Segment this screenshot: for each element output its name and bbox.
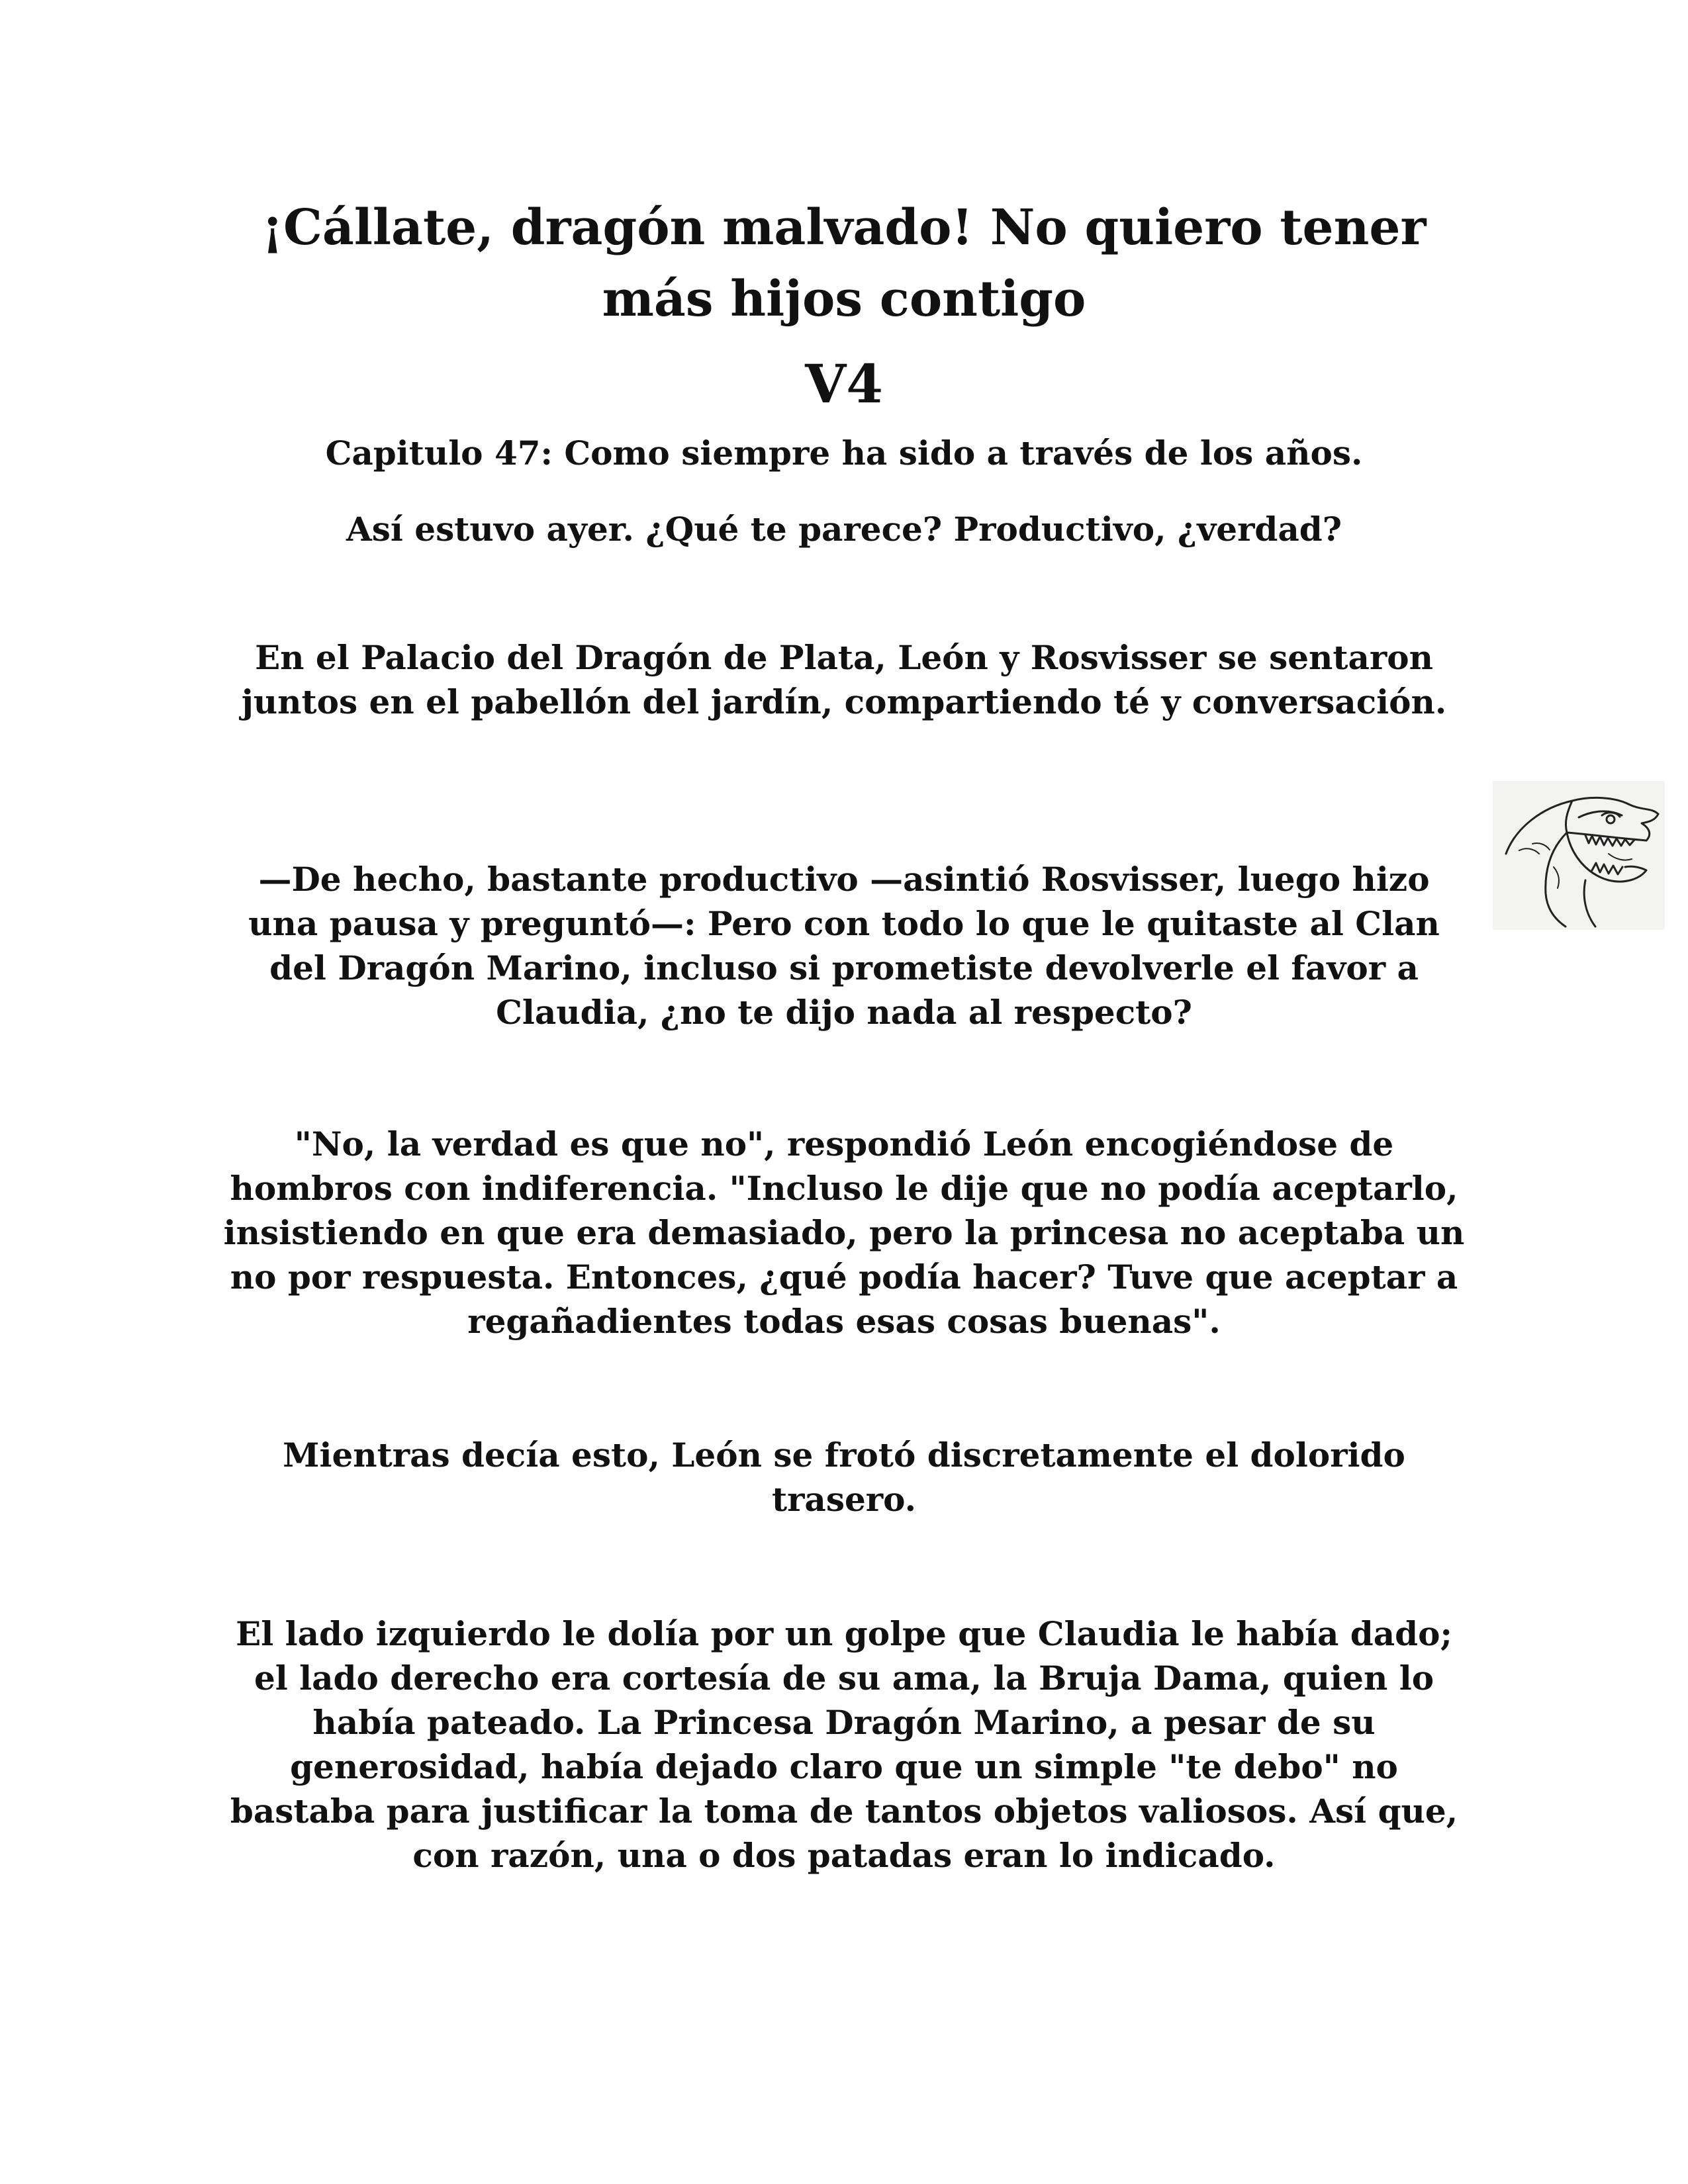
dragon-head-sketch-icon [1493,781,1665,930]
title-line-1: ¡Cállate, dragón malvado! No quiero tener [261,199,1427,256]
body-paragraph-4: Mientras decía esto, León se frotó discretamente el dolorido trasero. [283,1435,1405,1519]
body-paragraph-3: "No, la verdad es que no", respondió León encogiéndose de hombros con indiferencia. "Incluso le dije que no podía aceptarlo, insistiendo en que era demasiado, pero la princesa no aceptaba un no por respuesta. Entonces, ¿qué podía hacer? Tuve que aceptar a regañadientes todas esas cosas buenas". [223,1124,1465,1341]
body-paragraph-2: —De hecho, bastante productivo —asintió Rosvisser, luego hizo una pausa y preguntó—: Pero con todo lo que le quitaste al Clan del Dragón Marino, incluso si prometiste devolverle el favor a Claudia, ¿no te dijo nada al respecto? [248,860,1440,1032]
title-line-2: más hijos contigo [602,271,1086,328]
chapter-heading: Capitulo 47: Como siempre ha sido a través de los años. [325,433,1363,473]
chapter-subtitle: Así estuvo ayer. ¿Qué te parece? Productivo, ¿verdad? [346,510,1342,549]
body-paragraph-5: El lado izquierdo le dolía por un golpe que Claudia le había dado; el lado derecho era cortesía de su ama, la Bruja Dama, quien lo había pateado. La Princesa Dragón Marino, a pesar de su generosidad, había dejado claro que un simple "te debo" no bastaba para justificar la toma de tantos objetos valiosos. Así que, con razón, una o dos patadas eran lo indicado. [230,1614,1458,1875]
volume-label: V4 [805,353,883,415]
body-paragraph-1: En el Palacio del Dragón de Plata, León y Rosvisser se sentaron juntos en el pabellón del jardín, compartiendo té y conversación. [241,638,1447,721]
page-title [215,192,1473,335]
